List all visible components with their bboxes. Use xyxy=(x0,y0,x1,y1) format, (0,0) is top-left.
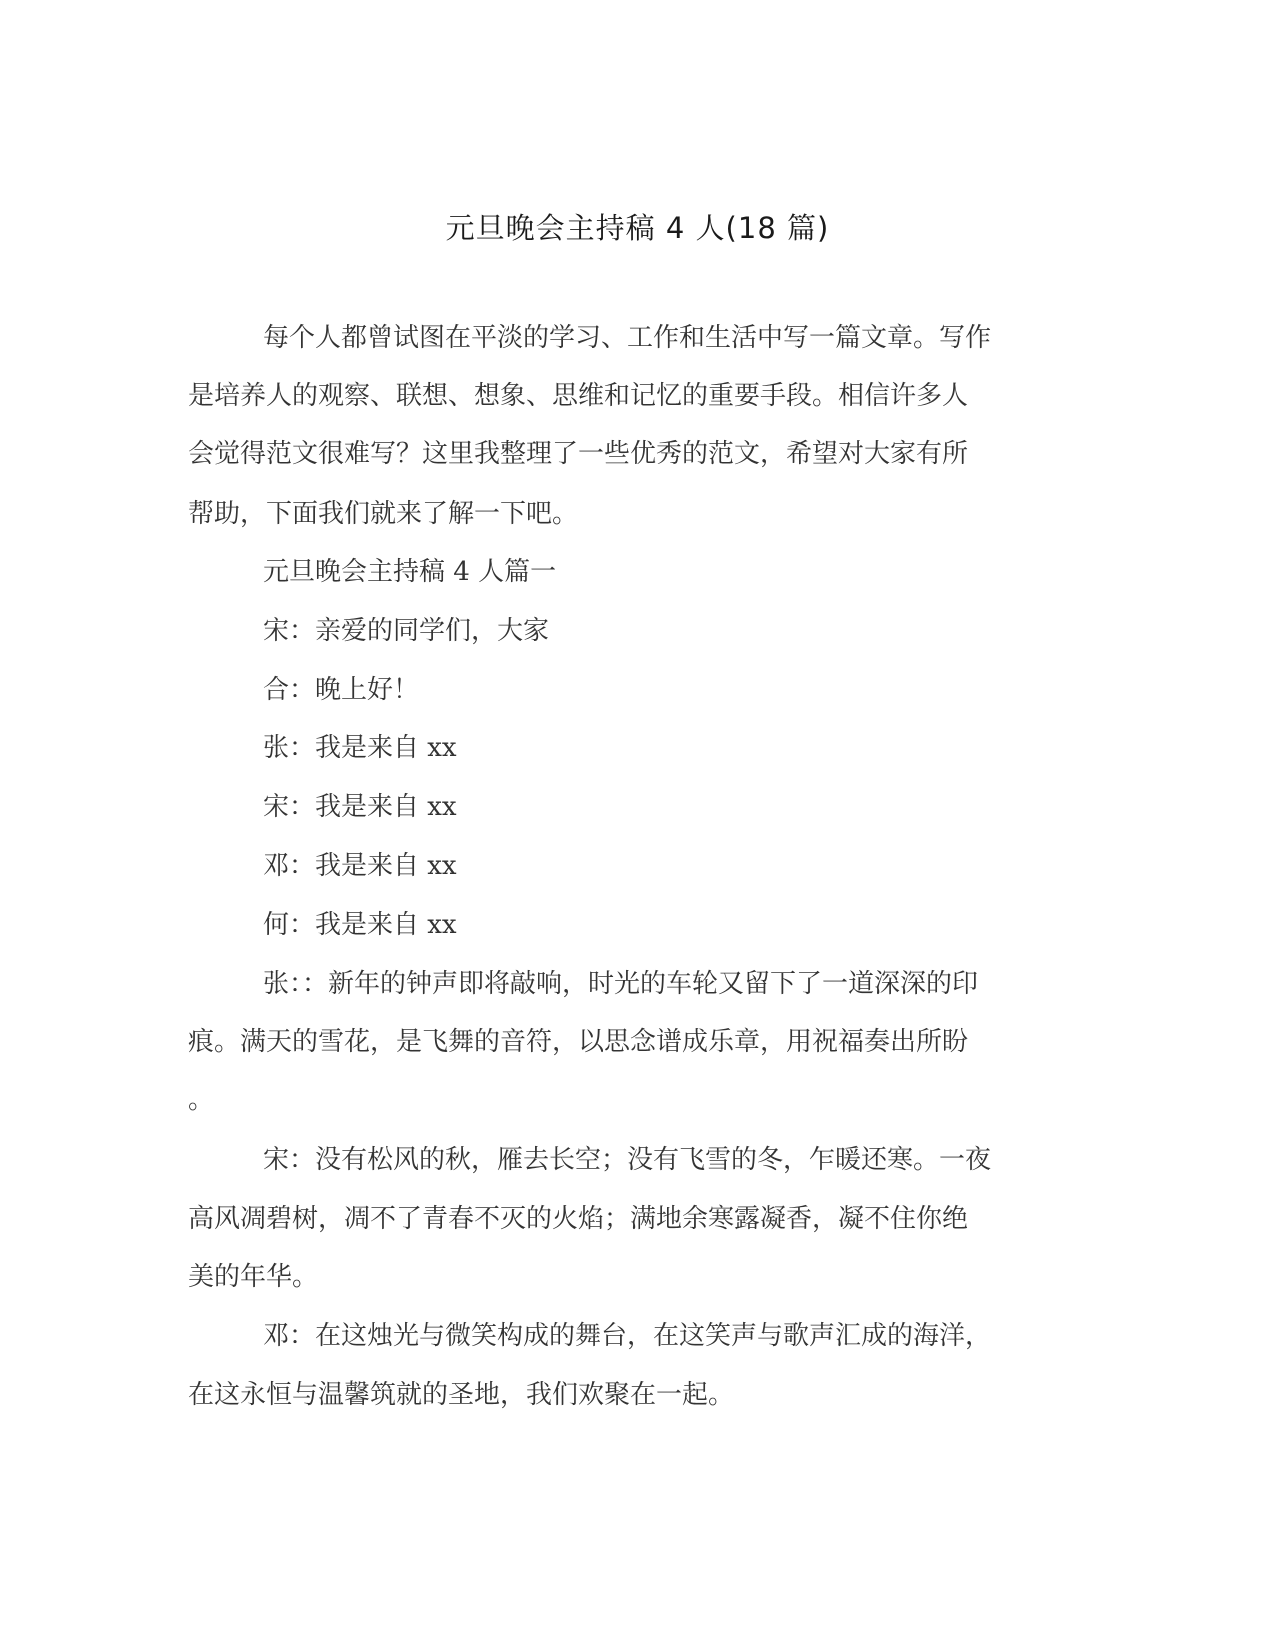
document-title: 元旦晚会主持稿 4 人(18 篇) xyxy=(445,211,830,245)
intro-line-1: 每个人都曾试图在平淡的学习、工作和生活中写一篇文章。写作 xyxy=(263,323,992,353)
intro-line-2: 是培养人的观察、联想、想象、思维和记忆的重要手段。相信许多人 xyxy=(188,381,969,411)
paragraph-zhang-line-3: 。 xyxy=(188,1085,215,1115)
dialogue-line: 何：我是来自 xx xyxy=(263,910,457,940)
paragraph-zhang-line-1: 张：：新年的钟声即将敲响，时光的车轮又留下了一道深深的印 xyxy=(263,969,979,999)
paragraph-deng-line-1: 邓：在这烛光与微笑构成的舞台，在这笑声与歌声汇成的海洋， xyxy=(263,1321,992,1351)
paragraph-deng-line-2: 在这永恒与温馨筑就的圣地，我们欢聚在一起。 xyxy=(188,1380,735,1410)
paragraph-song-line-1: 宋：没有松风的秋，雁去长空；没有飞雪的冬，乍暖还寒。一夜 xyxy=(263,1145,992,1175)
dialogue-line: 合：晚上好！ xyxy=(263,675,420,705)
intro-line-4: 帮助，下面我们就来了解一下吧。 xyxy=(188,499,579,529)
dialogue-line: 张：我是来自 xx xyxy=(263,733,457,763)
dialogue-line: 宋：我是来自 xx xyxy=(263,792,457,822)
paragraph-song-line-2: 高风凋碧树，凋不了青春不灭的火焰；满地余寒露凝香，凝不住你绝 xyxy=(188,1204,969,1234)
section-heading: 元旦晚会主持稿 4 人篇一 xyxy=(263,557,557,587)
intro-line-3: 会觉得范文很难写？这里我整理了一些优秀的范文，希望对大家有所 xyxy=(188,439,969,469)
dialogue-line: 邓：我是来自 xx xyxy=(263,851,457,881)
dialogue-line: 宋：亲爱的同学们，大家 xyxy=(263,616,550,646)
paragraph-zhang-line-2: 痕。满天的雪花，是飞舞的音符，以思念谱成乐章，用祝福奏出所盼 xyxy=(188,1027,969,1057)
paragraph-song-line-3: 美的年华。 xyxy=(188,1262,319,1292)
